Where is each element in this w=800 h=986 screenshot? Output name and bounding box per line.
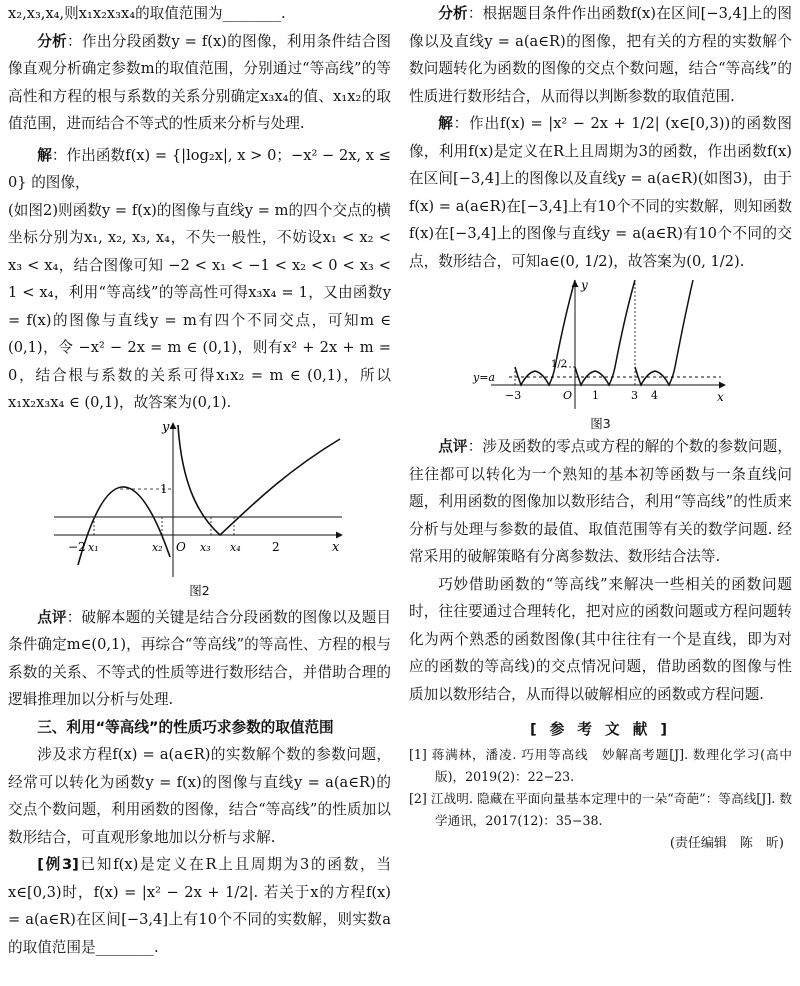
reference-1: [1] 蒋满林，潘凌. 巧用等高线 妙解高考题[J]. 数理化学习(高中版)，2019(2)：22−23. — [409, 746, 792, 784]
fig2-x4-label: x₄ — [229, 540, 241, 554]
fig2-y-label: y — [161, 419, 169, 435]
solution-line1: ：作出函数f(x) = {|log₂x|, x > 0；−x² − 2x, x ≤ 0} 的图像， — [8, 146, 391, 191]
fig3-minus3-label: −3 — [504, 389, 521, 402]
section-paragraph: 涉及求方程f(x) = a(a∈R)的实数解个数的参数问题，经常可以转化为函数y = f(x)的图像与直线y = a(a∈R)的交点个数问题，利用函数的图像，结合“等高线”的性质加以数形结合，可直观形象地加以分析与求解. — [8, 746, 391, 846]
references-title: [ 参 考 文 献 ] — [529, 721, 672, 738]
example-text: 已知f(x)是定义在R上且周期为3的函数，当x∈[0,3)时，f(x) = |x² − 2x + 1/2|. 若关于x的方程f(x) = a(a∈R)在区间[−3,4]上有10个不同的实数解，则实数a的取值范围是________. — [8, 856, 391, 956]
fig2-two-label: 2 — [271, 539, 280, 554]
closing-paragraph: 巧妙借助函数的“等高线”来解决一些相关的函数问题时，往往要通过合理转化，把对应的函数问题或方程问题转化为两个熟悉的函数图像(其中往往有一个是直线，即为对应的函数的等高线)的交点情况问题，借助函数的图像与性质加以数形结合，从而得以破解相应的函数或方程问题. — [409, 575, 792, 703]
fig3-four-label: 4 — [650, 389, 658, 402]
periodic-curve — [515, 280, 693, 385]
solution-label-2: 解 — [438, 115, 454, 132]
log-curve — [178, 425, 340, 535]
fig2-x1-label: x₁ — [87, 540, 99, 554]
left-column — [8, 0, 391, 961]
fig3-x-label: x — [716, 390, 724, 404]
comment-label-2: 点评 — [438, 438, 468, 455]
solution-label: 解 — [37, 146, 52, 164]
fig3-y-label: y — [580, 278, 588, 292]
figure-3-caption: 图3 — [590, 416, 611, 431]
solution-text-2: ：作出f(x) = |x² − 2x + 1/2| (x∈[0,3))的函数图像，利用f(x)是定义在R上且周期为3的函数，作出函数f(x)在区间[−3,4]上的图像以及直线y = a(a∈R)(如图3)，由于f(x) = a(a∈R)在[−3,4]上有10个不同的实数解，则知函数f(x)在[−3,4]上的图像与直线y = a(a∈R)有10个不同的交点，数形结合，可知a∈(0, 1/2)，故答案为(0, 1/2). — [409, 115, 792, 270]
figure-2-caption: 图2 — [189, 582, 210, 598]
analysis-paragraph-2 — [409, 0, 792, 110]
analysis-text-2: ：根据题目条件作出函数f(x)在区间[−3,4]上的图像以及直线y = a(a∈R)的图像，把有关的方程的实数解个数问题转化为函数的图像的交点个数问题，结合“等高线”的性质进行数形结合，从而得以判断参数的取值范围. — [409, 5, 792, 105]
fig2-minus2-label: −2 — [67, 539, 86, 554]
analysis-paragraph — [8, 28, 391, 138]
editor-credit: (责任编辑 陈 昕) — [669, 835, 784, 851]
fig2-one-label: 1 — [159, 481, 168, 496]
comment-paragraph — [8, 604, 391, 714]
fig3-half-label: 1/2 — [550, 359, 567, 370]
reference-2: [2] 江战明. 隐藏在平面向量基本定理中的一朵“奇葩”：等高线[J]. 数学通讯，2017(12)：35−38. — [409, 790, 792, 828]
example-label: [例3] — [37, 856, 79, 873]
comment-text: ：破解本题的关键是结合分段函数的图像以及题目条件确定m∈(0,1)，再综合“等高线”的等高性、方程的根与系数的关系、不等式的性质等进行数形结合，并借助合理的逻辑推理加以分析与处理. — [8, 608, 391, 708]
fig3-one-label: 1 — [591, 389, 599, 402]
section-title: 三、利用“等高线”的性质巧求参数的取值范围 — [37, 718, 334, 736]
solution-body: (如图2)则函数y = f(x)的图像与直线y = m的四个交点的横坐标分别为x₁, x₂, x₃, x₄，不失一般性，不妨设x₁ < x₂ < x₃ < x₄，结合图像可知 −2 < x₁ < −1 < x₂ < 0 < x₃ < 1 < x₄，利用“等高线”的等高性可得x₃x₄ = 1，又由函数y = f(x)的图像与直线y = m有四个不同交点，可知m ∈ (0,1)，令 −x² − 2x = m ∈ (0,1)，则有x² + 2x + m = 0，结合根与系数的关系可得x₁x₂ = m ∈ (0,1)，所以x₁x₂x₃x₄ ∈ (0,1)，故答案为(0,1). — [8, 201, 391, 411]
fig3-three-label: 3 — [630, 389, 638, 402]
analysis-text: ：作出分段函数y = f(x)的图像，利用条件结合图像直观分析确定参数m的取值范围，分别通过“等高线”的等高性和方程的根与系数的关系分别确定x₃x₄的值、x₁x₂的取值范围，进而结合不等式的性质来分析与处理. — [8, 32, 391, 132]
analysis-label-2: 分析 — [438, 5, 468, 22]
comment-paragraph-2 — [409, 433, 792, 571]
figure-3 — [471, 275, 731, 415]
solution-first-line — [8, 142, 391, 197]
fig2-x2-label: x₂ — [151, 540, 163, 554]
comment-text-2: ：涉及函数的零点或方程的解的个数的参数问题，往往都可以转化为一个熟知的基本初等函数与一条直线问题，利用函数的图像加以数形结合，利用“等高线”的性质来分析与处理与参数的最值、取值范围等有关的数学问题. 经常采用的破解策略有分离参数法、数形结合法等. — [409, 438, 792, 565]
figure-2 — [50, 417, 350, 582]
fig3-origin-label: O — [562, 389, 572, 402]
problem-tail: x₂,x₃,x₄,则x₁x₂x₃x₄的取值范围为________. — [8, 5, 286, 22]
comment-label: 点评 — [37, 608, 67, 626]
fig2-origin-label: O — [175, 539, 186, 554]
fig2-x3-label: x₃ — [199, 540, 211, 554]
fig2-x-label: x — [331, 539, 339, 555]
fig3-ya-label: y=a — [472, 371, 495, 384]
right-column — [409, 0, 792, 856]
example-paragraph — [8, 851, 391, 961]
analysis-label: 分析 — [37, 32, 68, 50]
solution-paragraph-2 — [409, 110, 792, 275]
